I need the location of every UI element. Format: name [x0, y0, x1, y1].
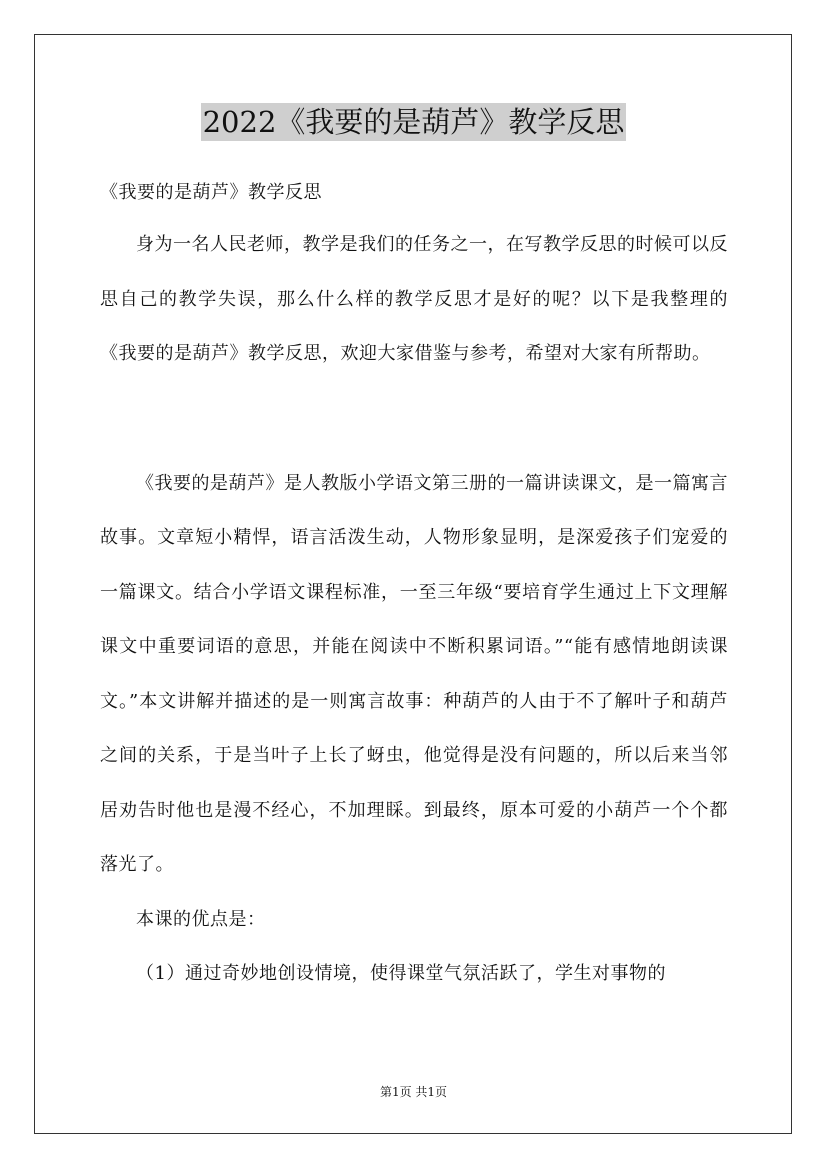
paragraph-gap — [100, 382, 728, 457]
paragraph-advantage-1: （1）通过奇妙地创设情境，使得课堂气氛活跃了，学生对事物的 — [136, 963, 666, 984]
paragraph-intro: 身为一名人民老师，教学是我们的任务之一，在写教学反思的时候可以反思自己的教学失误，那么什么样的教学反思才是好的呢？以下是我整理的《我要的是葫芦》教学反思，欢迎大家借鉴与参考，希望对大家有所帮助。 — [100, 234, 728, 364]
page-footer: 第1页 共1页 — [379, 1085, 448, 1099]
paragraph-analysis: 《我要的是葫芦》是人教版小学语文第三册的一篇讲读课文，是一篇寓言故事。文章短小精悍，语言活泼生动，人物形象显明，是深爱孩子们宠爱的一篇课文。结合小学语文课程标准，一至三年级“要培育学生通过上下文理解课文中重要词语的意思，并能在阅读中不断积累词语。”“能有感情地朗读课文。”本文讲解并描述的是一则寓言故事：种葫芦的人由于不了解叶子和葫芦之间的关系，于是当叶子上长了蚜虫，他觉得是没有问题的，所以后来当邻居劝告时他也是漫不经心，不加理睬。到最终，原本可爱的小葫芦一个个都落光了。 — [100, 472, 728, 875]
document-subtitle: 《我要的是葫芦》教学反思 — [100, 182, 322, 203]
document-title-text: 2022《我要的是葫芦》教学反思 — [202, 105, 625, 139]
paragraph-advantages-heading: 本课的优点是： — [136, 908, 266, 930]
document-body — [100, 172, 728, 1002]
document-title — [0, 98, 827, 146]
